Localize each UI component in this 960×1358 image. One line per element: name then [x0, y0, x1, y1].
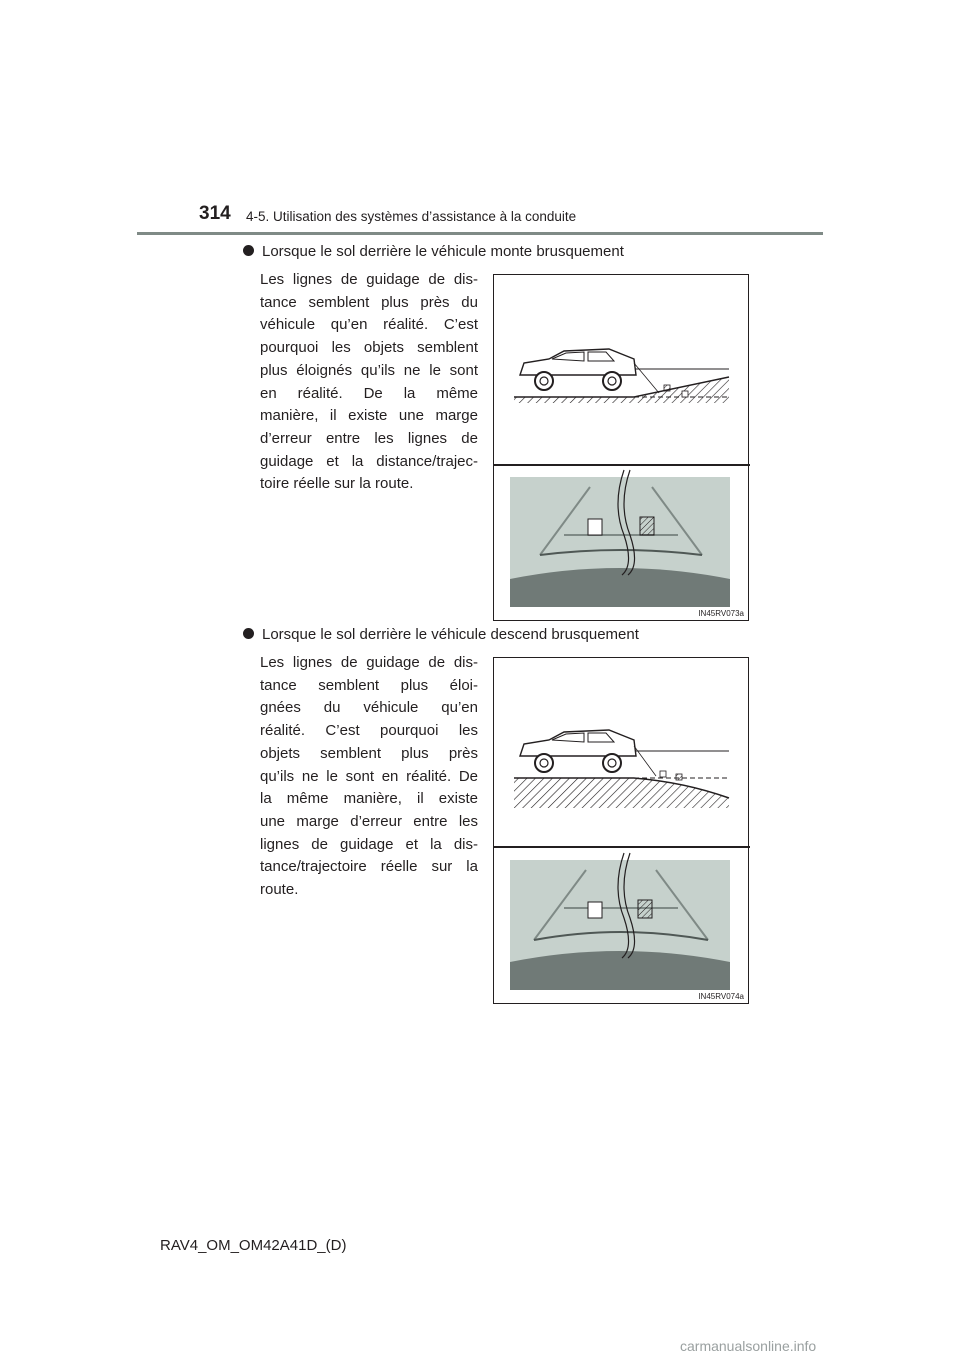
text-line: lignes de guidage et la dis- — [260, 835, 478, 853]
figure-downhill — [493, 657, 749, 1004]
text-line: manière, il existe une marge — [260, 407, 478, 425]
text-line: Les lignes de guidage de dis- — [260, 271, 478, 288]
figure-uphill — [493, 274, 749, 621]
text-line: plus éloignés qu’ils ne le sont — [260, 361, 478, 379]
text-line: la même manière, il existe — [260, 790, 478, 808]
text-line: tance semblent plus éloi- — [260, 676, 478, 694]
camera-view — [510, 853, 730, 990]
text-line: tance semblent plus près du — [260, 293, 478, 311]
text-line: véhicule qu’en réalité. C’est — [260, 316, 478, 334]
header-rule — [137, 232, 823, 235]
car-icon — [520, 349, 636, 390]
page-number: 314 — [199, 203, 231, 224]
text-line: objets semblent plus près — [260, 744, 478, 762]
figure-code: IN45RV073a — [698, 609, 744, 618]
heading-text: Lorsque le sol derrière le véhicule descend brusquement — [262, 626, 639, 643]
bullet-heading-downhill — [243, 626, 639, 643]
text-line: réalité. C’est pourquoi les — [260, 722, 478, 740]
figure-code: IN45RV074a — [698, 992, 744, 1001]
bullet-icon — [243, 245, 254, 256]
watermark: carmanualsonline.info — [680, 1338, 817, 1354]
text-line: guidage et la distance/trajec- — [260, 452, 478, 470]
text-line: gnées du véhicule qu’en — [260, 699, 478, 717]
text-line: pourquoi les objets semblent — [260, 339, 478, 357]
section-title: 4-5. Utilisation des systèmes d’assistance à la conduite — [246, 209, 577, 224]
bullet-icon — [243, 628, 254, 639]
text-line: en réalité. De la même — [260, 384, 478, 402]
bullet-heading-uphill — [243, 243, 624, 260]
text-line: d’erreur entre les lignes de — [260, 429, 478, 447]
text-line: une marge d’erreur entre les — [260, 812, 478, 830]
camera-view — [510, 470, 730, 607]
footer-manual-code: RAV4_OM_OM42A41D_(D) — [160, 1237, 347, 1254]
heading-text: Lorsque le sol derrière le véhicule monte brusquement — [262, 243, 624, 260]
uphill-illustration — [494, 275, 750, 622]
text-line: toire réelle sur la route. — [260, 475, 414, 493]
paragraph-downhill — [260, 652, 478, 902]
downhill-illustration — [494, 658, 750, 1005]
text-line: route. — [260, 881, 299, 899]
paragraph-uphill — [260, 269, 478, 496]
text-line: tance/trajectoire réelle sur la — [260, 858, 478, 876]
text-line: Les lignes de guidage de dis- — [260, 654, 478, 671]
car-icon — [520, 730, 636, 772]
text-line: qu’ils ne le sont en réalité. De — [260, 767, 478, 785]
